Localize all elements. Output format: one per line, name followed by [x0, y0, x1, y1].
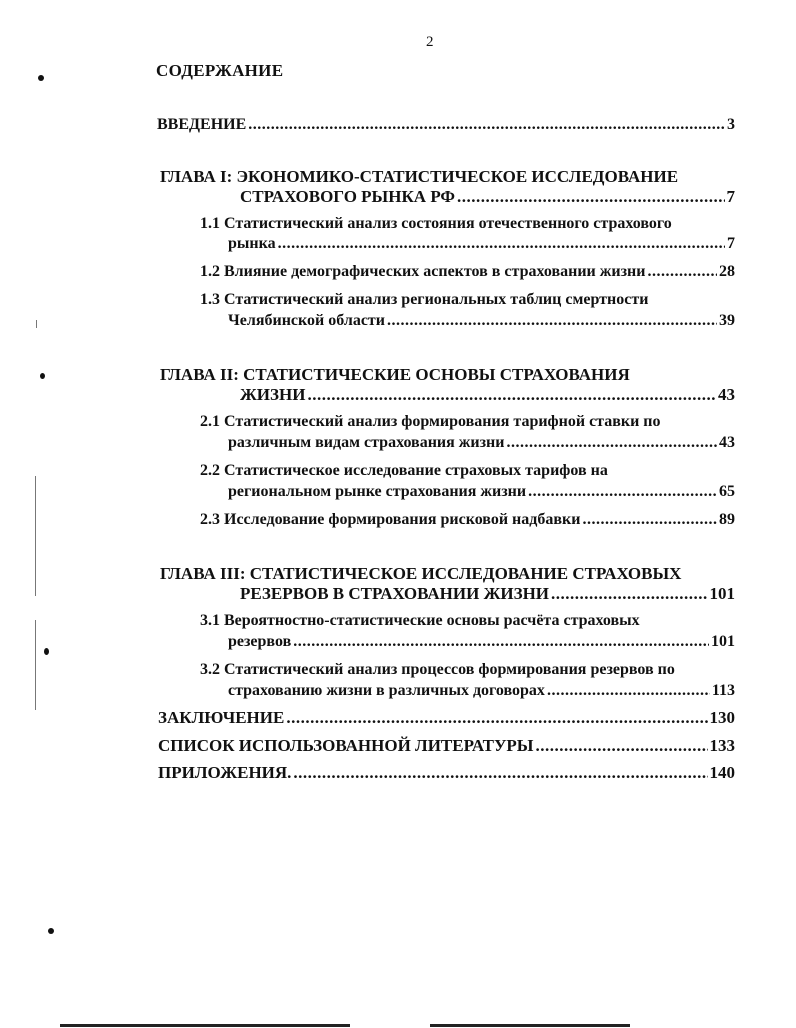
- toc-entry-page: 89: [719, 511, 735, 528]
- dot-leader: [387, 311, 717, 331]
- toc-entry-conclusion[interactable]: [158, 708, 735, 728]
- dot-leader: [278, 234, 725, 254]
- dot-leader: [551, 584, 707, 604]
- toc-entry-label: резервов: [228, 633, 292, 650]
- toc-chapter-3[interactable]: [240, 584, 735, 604]
- toc-entry-page: 130: [709, 708, 735, 727]
- toc-entry-page: 101: [711, 633, 735, 650]
- toc-entry-page: 43: [719, 434, 735, 451]
- toc-entry-references[interactable]: [158, 736, 735, 756]
- toc-entry-label: ЗАКЛЮЧЕНИЕ: [158, 708, 285, 727]
- toc-section-1-3-heading[interactable]: 1.3 Статистический анализ региональных таблиц смертности: [200, 291, 649, 308]
- toc-section-1-2[interactable]: [200, 262, 735, 282]
- toc-section-2-3[interactable]: [200, 510, 735, 530]
- toc-entry-page: 65: [719, 483, 735, 500]
- toc-section-3-1[interactable]: [228, 632, 735, 652]
- toc-entry-page: 113: [711, 682, 735, 699]
- toc-entry-page: 7: [726, 187, 735, 206]
- dot-leader: [536, 736, 708, 756]
- toc-entry-label: 1.2 Влияние демографических аспектов в страховании жизни: [200, 263, 646, 280]
- dot-leader: [293, 763, 707, 783]
- toc-entry-label: рынка: [228, 235, 276, 252]
- toc-chapter-1[interactable]: [240, 187, 735, 207]
- toc-chapter-3-heading[interactable]: ГЛАВА III: СТАТИСТИЧЕСКОЕ ИССЛЕДОВАНИЕ СТРАХОВЫХ: [160, 564, 682, 583]
- toc-entry-label: различным видам страхования жизни: [228, 434, 505, 451]
- toc-entry-page: 43: [718, 385, 735, 404]
- dot-leader: [647, 262, 717, 282]
- toc-entry-page: 28: [719, 263, 735, 280]
- toc-entry-label: СПИСОК ИСПОЛЬЗОВАННОЙ ЛИТЕРАТУРЫ: [158, 736, 534, 755]
- toc-section-1-1-heading[interactable]: 1.1 Статистический анализ состояния отечественного страхового: [200, 215, 672, 232]
- toc-chapter-2[interactable]: [240, 385, 735, 405]
- toc-entry-page: 7: [727, 235, 735, 252]
- toc-section-2-2-heading[interactable]: 2.2 Статистическое исследование страховых тарифов на: [200, 462, 608, 479]
- dot-leader: [457, 187, 724, 207]
- toc-section-3-2-heading[interactable]: 3.2 Статистический анализ процессов формирования резервов по: [200, 661, 675, 678]
- toc-section-3-2[interactable]: [228, 681, 735, 701]
- page-title: СОДЕРЖАНИЕ: [156, 61, 284, 80]
- toc-entry-label: региональном рынке страхования жизни: [228, 483, 527, 500]
- dot-leader: [528, 482, 717, 502]
- toc-entry-label: РЕЗЕРВОВ В СТРАХОВАНИИ ЖИЗНИ: [240, 584, 550, 603]
- toc-section-2-2[interactable]: [228, 482, 735, 502]
- page-number: 2: [426, 34, 434, 50]
- toc-entry-label: ВВЕДЕНИЕ: [157, 116, 247, 133]
- dot-leader: [293, 632, 709, 652]
- dot-leader: [506, 433, 717, 453]
- toc-entry-page: 39: [719, 312, 735, 329]
- toc-entry-intro[interactable]: [157, 115, 735, 135]
- toc-entry-appendices[interactable]: [158, 763, 735, 783]
- toc-section-2-1-heading[interactable]: 2.1 Статистический анализ формирования тарифной ставки по: [200, 413, 661, 430]
- toc-section-3-1-heading[interactable]: 3.1 Вероятностно-статистические основы расчёта страховых: [200, 612, 640, 629]
- toc-entry-label: ЖИЗНИ: [240, 385, 306, 404]
- toc-entry-page: 133: [709, 736, 735, 755]
- toc-entry-label: ПРИЛОЖЕНИЯ.: [158, 763, 292, 782]
- toc-entry-page: 3: [727, 116, 735, 133]
- toc-chapter-1-heading[interactable]: ГЛАВА I: ЭКОНОМИКО-СТАТИСТИЧЕСКОЕ ИССЛЕДОВАНИЕ: [160, 167, 679, 186]
- toc-entry-label: 2.3 Исследование формирования рисковой надбавки: [200, 511, 581, 528]
- toc-entry-label: Челябинской области: [228, 312, 385, 329]
- toc-entry-label: СТРАХОВОГО РЫНКА РФ: [240, 187, 456, 206]
- dot-leader: [547, 681, 710, 701]
- dot-leader: [307, 385, 716, 405]
- toc-entry-page: 140: [709, 763, 735, 782]
- toc-chapter-2-heading[interactable]: ГЛАВА II: СТАТИСТИЧЕСКИЕ ОСНОВЫ СТРАХОВАНИЯ: [160, 365, 630, 384]
- toc-entry-label: страхованию жизни в различных договорах: [228, 682, 545, 699]
- toc-entry-page: 101: [709, 584, 735, 603]
- toc-section-2-1[interactable]: [228, 433, 735, 453]
- dot-leader: [286, 708, 707, 728]
- dot-leader: [248, 115, 725, 135]
- toc-section-1-1[interactable]: [228, 234, 735, 254]
- dot-leader: [582, 510, 717, 530]
- toc-section-1-3[interactable]: [228, 311, 735, 331]
